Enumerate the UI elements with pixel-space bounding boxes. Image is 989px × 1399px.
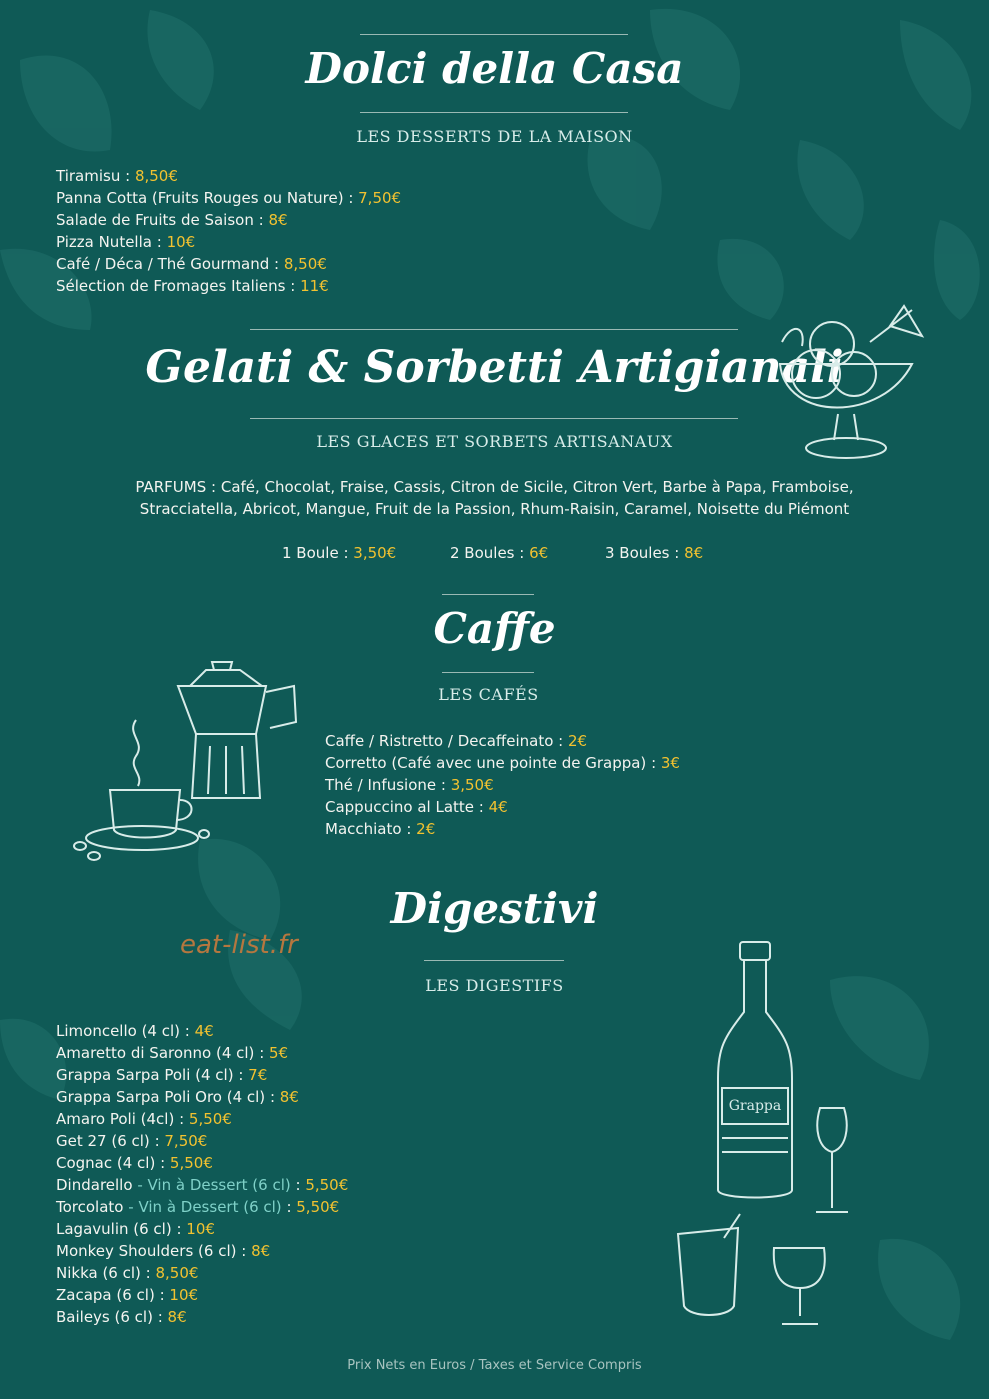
list-item: Corretto (Café avec une pointe de Grappa) : 3€: [325, 754, 680, 772]
list-item: Get 27 (6 cl) : 7,50€: [56, 1132, 208, 1150]
list-item: Baileys (6 cl) : 8€: [56, 1308, 187, 1326]
bottle-label: Grappa: [728, 1098, 782, 1114]
item-price: 8,50€: [283, 255, 327, 273]
list-item: Thé / Infusione : 3,50€: [325, 776, 494, 794]
item-price: 10€: [186, 1220, 215, 1238]
gelati-title: Gelati & Sorbetti Artigianali: [145, 342, 844, 393]
item-price: 2€: [416, 820, 436, 838]
caffe-subtitle: LES CAFÉS: [438, 685, 539, 704]
coffee-cup-icon: [70, 716, 210, 862]
list-item: Tiramisu : 8,50€: [56, 167, 178, 185]
grappa-bottle-icon: [668, 938, 868, 1338]
list-item: Torcolato - Vin à Dessert (6 cl) : 5,50€: [56, 1198, 340, 1216]
item-price: 2€: [568, 732, 588, 750]
list-item: Panna Cotta (Fruits Rouges ou Nature) : 7,50€: [56, 189, 402, 207]
item-price: 8€: [268, 211, 288, 229]
leaf-icon: [588, 136, 662, 230]
list-item: Nikka (6 cl) : 8,50€: [56, 1264, 199, 1282]
list-item: Salade de Fruits de Saison : 8€: [56, 211, 288, 229]
list-item: Zacapa (6 cl) : 10€: [56, 1286, 199, 1304]
leaf-icon: [934, 220, 980, 320]
list-item: Amaro Poli (4cl) : 5,50€: [56, 1110, 232, 1128]
list-item: Limoncello (4 cl) : 4€: [56, 1022, 214, 1040]
item-price: 10€: [166, 233, 196, 251]
item-note: - Vin à Dessert (6 cl): [128, 1198, 282, 1216]
item-price: 4€: [194, 1022, 214, 1040]
list-item: Amaretto di Saronno (4 cl) : 5€: [56, 1044, 289, 1062]
watermark-text: eat-list.fr: [180, 930, 298, 960]
list-item: Cappuccino al Latte : 4€: [325, 798, 508, 816]
item-price: 4€: [488, 798, 508, 816]
caffe-bottom-rule: [442, 672, 534, 673]
list-item: Caffe / Ristretto / Decaffeinato : 2€: [325, 732, 588, 750]
boule-price-1: 1 Boule : 3,50€: [282, 544, 397, 562]
leaf-icon: [797, 140, 863, 240]
gelati-bottom-rule: [250, 418, 738, 419]
list-item: Sélection de Fromages Italiens : 11€: [56, 277, 329, 295]
dolci-top-rule: [360, 34, 628, 35]
list-item: Pizza Nutella : 10€: [56, 233, 196, 251]
ice-cream-cup-icon: [762, 302, 928, 466]
digestivi-title: Digestivi: [390, 884, 599, 933]
item-price: 5,50€: [169, 1154, 213, 1172]
item-note: - Vin à Dessert (6 cl): [137, 1176, 291, 1194]
item-price: 11€: [300, 277, 329, 295]
list-item: Café / Déca / Thé Gourmand : 8,50€: [56, 255, 327, 273]
item-price: 8€: [279, 1088, 299, 1106]
item-price: 5,50€: [188, 1110, 232, 1128]
item-price: 10€: [169, 1286, 199, 1304]
dolci-subtitle: LES DESSERTS DE LA MAISON: [356, 127, 633, 146]
item-price: 3,50€: [450, 776, 494, 794]
item-price: 8,50€: [134, 167, 178, 185]
item-price: 7,50€: [164, 1132, 208, 1150]
leaf-icon: [878, 1239, 960, 1340]
caffe-top-rule: [442, 594, 534, 595]
item-price: 5,50€: [296, 1198, 340, 1216]
item-price: 5€: [269, 1044, 289, 1062]
list-item: Macchiato : 2€: [325, 820, 436, 838]
item-price: 8€: [167, 1308, 187, 1326]
item-price: 5,50€: [305, 1176, 349, 1194]
list-item: Monkey Shoulders (6 cl) : 8€: [56, 1242, 271, 1260]
item-price: 8€: [251, 1242, 271, 1260]
gelati-subtitle: LES GLACES ET SORBETS ARTISANAUX: [316, 432, 673, 451]
item-price: 8,50€: [155, 1264, 199, 1282]
item-price: 7€: [248, 1066, 268, 1084]
digestivi-bottom-rule: [424, 960, 564, 961]
item-price: 3€: [660, 754, 680, 772]
footer-note: Prix Nets en Euros / Taxes et Service Compris: [347, 1358, 642, 1373]
digestivi-subtitle: LES DIGESTIFS: [425, 976, 564, 995]
boule-price-3: 3 Boules : 8€: [605, 544, 704, 562]
list-item: Grappa Sarpa Poli Oro (4 cl) : 8€: [56, 1088, 299, 1106]
parfums-line-1: PARFUMS : Café, Chocolat, Fraise, Cassis, Citron de Sicile, Citron Vert, Barbe à Papa, Framboise,: [135, 478, 854, 496]
item-price: 7,50€: [358, 189, 402, 207]
gelati-top-rule: [250, 329, 738, 330]
list-item: Dindarello - Vin à Dessert (6 cl) : 5,50€: [56, 1176, 349, 1194]
dolci-bottom-rule: [360, 112, 628, 113]
caffe-title: Caffe: [433, 604, 556, 653]
list-item: Cognac (4 cl) : 5,50€: [56, 1154, 213, 1172]
dolci-title: Dolci della Casa: [305, 44, 684, 93]
parfums-line-2: Stracciatella, Abricot, Mangue, Fruit de la Passion, Rhum-Raisin, Caramel, Noisette du Piémont: [139, 500, 850, 518]
list-item: Lagavulin (6 cl) : 10€: [56, 1220, 215, 1238]
boule-price-2: 2 Boules : 6€: [450, 544, 549, 562]
list-item: Grappa Sarpa Poli (4 cl) : 7€: [56, 1066, 268, 1084]
